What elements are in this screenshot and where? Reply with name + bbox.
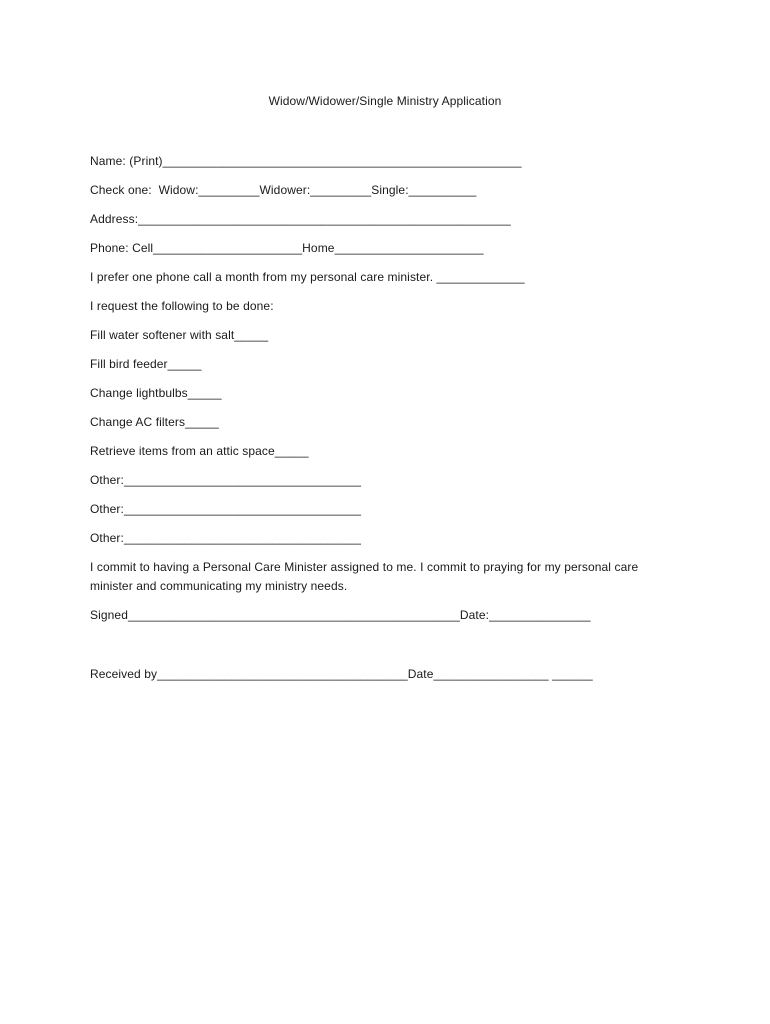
document-title: Widow/Widower/Single Ministry Application	[268, 94, 502, 108]
check-one-field[interactable]: Check one: Widow:_________Widower:_________Single:__________	[90, 183, 477, 197]
task-bird-feeder[interactable]: Fill bird feeder_____	[90, 357, 202, 371]
received-by-field[interactable]: Received by_____________________________________Date_________________ ______	[90, 667, 593, 681]
other-field-2[interactable]: Other:___________________________________	[90, 502, 362, 516]
signed-date-field[interactable]: Signed_________________________________________________Date:_______________	[90, 608, 591, 622]
other-field-3[interactable]: Other:___________________________________	[90, 531, 362, 545]
address-field[interactable]: Address:_______________________________________________________	[90, 212, 511, 226]
phone-call-preference-field[interactable]: I prefer one phone call a month from my personal care minister. _____________	[90, 270, 525, 284]
other-field-1[interactable]: Other:___________________________________	[90, 473, 362, 487]
commitment-statement: I commit to having a Personal Care Minister assigned to me. I commit to praying for my personal care minister and communicating my ministry needs.	[90, 560, 639, 593]
task-ac-filters[interactable]: Change AC filters_____	[90, 415, 219, 429]
task-water-softener[interactable]: Fill water softener with salt_____	[90, 328, 269, 342]
task-attic-space[interactable]: Retrieve items from an attic space_____	[90, 444, 309, 458]
task-lightbulbs[interactable]: Change lightbulbs_____	[90, 386, 222, 400]
name-print-field[interactable]: Name: (Print)_____________________________________________________	[90, 154, 522, 168]
phone-field[interactable]: Phone: Cell______________________Home______________________	[90, 241, 484, 255]
request-intro: I request the following to be done:	[90, 299, 274, 313]
